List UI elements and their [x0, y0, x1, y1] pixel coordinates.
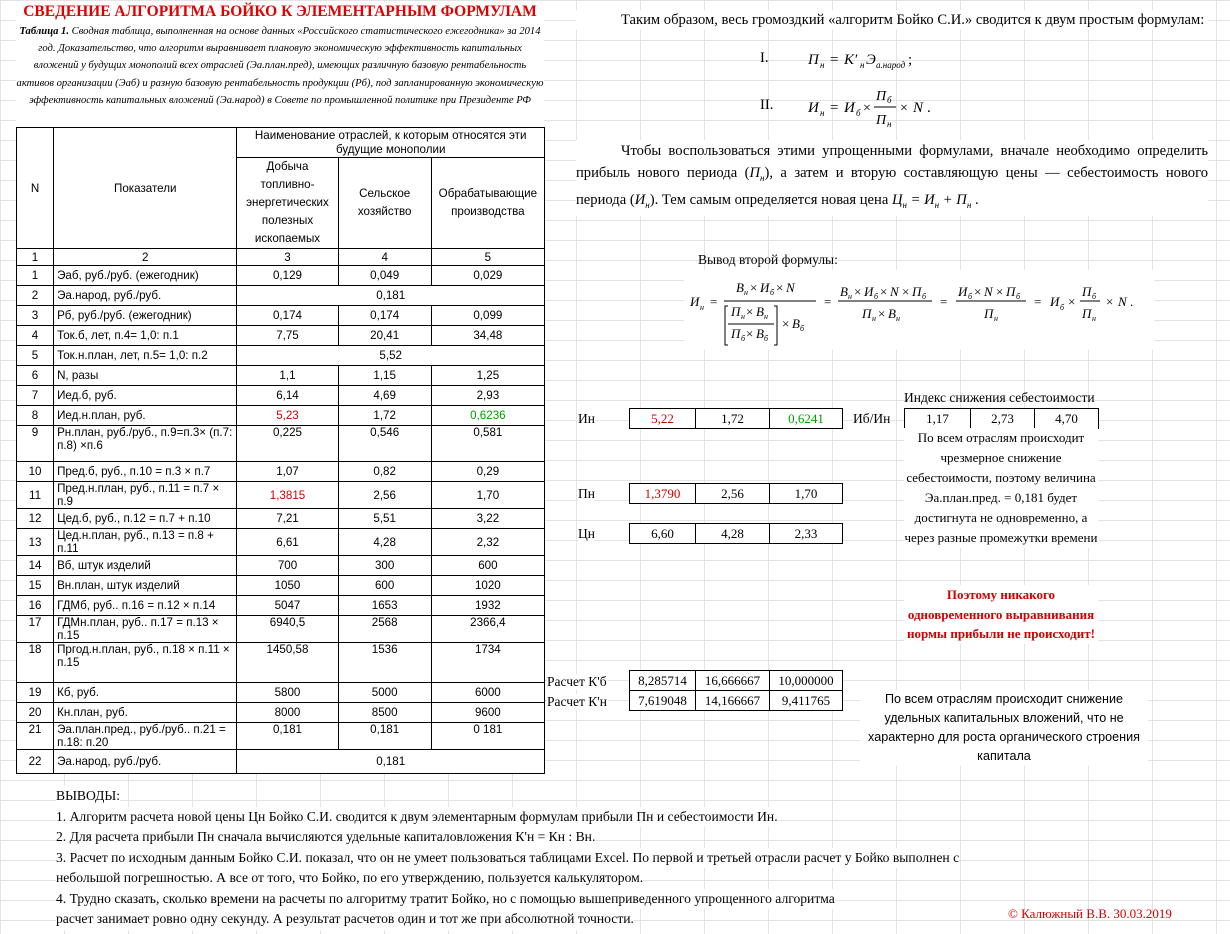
row-number: 15 — [17, 576, 54, 596]
row-number: 1 — [17, 266, 54, 286]
table-row — [17, 482, 545, 509]
svg-text:П: П — [1082, 284, 1092, 299]
svg-text:П: П — [912, 284, 922, 299]
in-value: 1,72 — [696, 409, 770, 429]
kb-label: Расчет К'б — [547, 674, 607, 689]
row-value: 700 — [237, 556, 338, 576]
para2-part1: Чтобы воспользоваться этими упрощенными формулами, вначале необходимо определить прибыль нового периода ( — [576, 143, 1208, 181]
svg-text:В: В — [756, 326, 764, 341]
kb-table — [629, 670, 843, 691]
row-number: 16 — [17, 596, 54, 616]
row-value: 0,049 — [338, 266, 431, 286]
svg-text:N: N — [1118, 294, 1127, 309]
kn-label: Расчет К'н — [547, 694, 607, 709]
row-value: 7,21 — [237, 509, 338, 529]
derivation-title: Вывод второй формулы: — [698, 252, 838, 267]
index-value: 4,70 — [1035, 409, 1099, 429]
row-value: 0,225 — [237, 426, 338, 462]
row-number: 5 — [17, 346, 54, 366]
svg-text:=: = — [710, 294, 718, 309]
row-label: ГДМн.план, руб.. п.17 = п.13 × п.15 — [54, 616, 237, 643]
svg-text:П: П — [1006, 284, 1016, 299]
row-value: 8000 — [237, 703, 338, 723]
formula-1 — [800, 44, 920, 72]
svg-text:н: н — [994, 314, 998, 323]
svg-text:н: н — [700, 303, 704, 312]
svg-text:б: б — [856, 108, 861, 118]
svg-text:н: н — [741, 312, 745, 321]
row-value: 1,25 — [431, 366, 544, 386]
svg-text:В: В — [736, 280, 744, 295]
note-conclusion-red: Поэтому никакого одновременного выравнивания нормы прибыли не происходит! — [904, 585, 1098, 644]
table-row — [17, 509, 545, 529]
row-value: 0,099 — [431, 306, 544, 326]
row-value: 5047 — [237, 596, 338, 616]
row-number: 17 — [17, 616, 54, 643]
row-label: Ток.н.план, лет, п.5= 1,0: п.2 — [54, 346, 237, 366]
row-number: 13 — [17, 529, 54, 556]
svg-text:×: × — [746, 326, 754, 341]
kn-value: 14,166667 — [696, 691, 770, 711]
row-label: Пргод.н.план, руб., п.18 × п.11 × п.15 — [54, 643, 237, 683]
numbering-cell: 1 — [17, 249, 54, 266]
table-row — [17, 616, 545, 643]
table-row — [17, 426, 545, 462]
in-table — [629, 408, 843, 429]
svg-text:×: × — [900, 101, 908, 116]
svg-text:н: н — [764, 312, 768, 321]
numbering-cell: 5 — [431, 249, 544, 266]
index-value: 1,17 — [905, 409, 971, 429]
svg-text:б: б — [741, 334, 746, 343]
svg-text:П: П — [876, 113, 887, 128]
table-row — [17, 643, 545, 683]
svg-text:.: . — [927, 100, 931, 116]
row-value: 2568 — [338, 616, 431, 643]
row-label: Рн.план, руб./руб., п.9=п.3× (п.7: п.8) ×п.6 — [54, 426, 237, 462]
header-n: N — [17, 128, 54, 249]
svg-text:а.народ: а.народ — [876, 60, 906, 70]
symbol-pn: $П_н$ — [749, 165, 765, 183]
cn-value: 4,28 — [696, 524, 770, 544]
formula-1-number: I. — [760, 50, 769, 66]
row-number: 20 — [17, 703, 54, 723]
svg-text:н: н — [896, 314, 900, 323]
symbol-in: $И_н$ — [634, 191, 650, 210]
svg-text:н: н — [848, 292, 852, 301]
svg-text:×: × — [996, 284, 1004, 299]
table-row — [17, 703, 545, 723]
row-value: 1734 — [431, 643, 544, 683]
row-number: 7 — [17, 386, 54, 406]
row-value: 1,1 — [237, 366, 338, 386]
svg-text:×: × — [902, 284, 910, 299]
table-row — [17, 750, 545, 774]
row-value: 0,029 — [431, 266, 544, 286]
row-value: 0,174 — [237, 306, 338, 326]
svg-text:б: б — [1092, 292, 1097, 301]
svg-text:б: б — [764, 334, 769, 343]
svg-text:И: И — [690, 294, 700, 309]
header-indicators: Показатели — [54, 128, 237, 249]
row-label: Эа.план.пред., руб./руб.. п.21 = п.18: п.20 — [54, 723, 237, 750]
svg-text:П: П — [876, 89, 887, 104]
row-value: 1,07 — [237, 462, 338, 482]
svg-text:П: П — [984, 306, 994, 321]
row-value: 1,3815 — [237, 482, 338, 509]
row-number: 2 — [17, 286, 54, 306]
row-value: 5000 — [338, 683, 431, 703]
in-value: 5,22 — [630, 409, 696, 429]
row-value: 1050 — [237, 576, 338, 596]
svg-text:N: N — [984, 284, 993, 299]
row-value: 300 — [338, 556, 431, 576]
svg-text:В: В — [888, 306, 896, 321]
svg-text:×: × — [750, 280, 758, 295]
svg-text:В: В — [792, 316, 800, 331]
svg-text:К′: К′ — [844, 52, 858, 68]
svg-text:И: И — [760, 280, 770, 295]
in-label: Ин — [578, 411, 595, 426]
row-value: 0,82 — [338, 462, 431, 482]
row-value: 0,174 — [338, 306, 431, 326]
kb-value: 8,285714 — [630, 671, 696, 691]
row-value: 34,48 — [431, 326, 544, 346]
row-label: Кб, руб. — [54, 683, 237, 703]
conclusions-heading: ВЫВОДЫ: — [56, 786, 120, 807]
row-value: 1,70 — [431, 482, 544, 509]
intro-block — [576, 10, 1208, 30]
row-value: 600 — [431, 556, 544, 576]
row-value: 0 181 — [431, 723, 544, 750]
svg-text:н: н — [872, 314, 876, 323]
table-row — [17, 306, 545, 326]
svg-text:=: = — [824, 294, 832, 309]
table-row — [17, 576, 545, 596]
svg-text:.: . — [1130, 294, 1134, 309]
row-number: 4 — [17, 326, 54, 346]
formula-2 — [800, 84, 940, 130]
svg-text:П: П — [731, 326, 741, 341]
svg-text:н: н — [820, 108, 825, 118]
table-row — [17, 286, 545, 306]
row-label: Кн.план, руб. — [54, 703, 237, 723]
price-formula: $Ц_н = И_н + П_н$ — [891, 191, 972, 210]
row-value: 1653 — [338, 596, 431, 616]
table-row — [17, 556, 545, 576]
conclusion-line: расчет занимает ровно одну секунду. А результат расчетов один и тот же при абсолютной точности. — [56, 909, 634, 930]
row-value: 1450,58 — [237, 643, 338, 683]
row-value: 1,72 — [338, 406, 431, 426]
row-number: 14 — [17, 556, 54, 576]
numbering-cell: 3 — [237, 249, 338, 266]
row-value: 2,32 — [431, 529, 544, 556]
row-value: 5,51 — [338, 509, 431, 529]
row-value: 0,29 — [431, 462, 544, 482]
row-value: 6940,5 — [237, 616, 338, 643]
svg-text:н: н — [744, 288, 748, 297]
row-value: 1932 — [431, 596, 544, 616]
row-value: 6,61 — [237, 529, 338, 556]
svg-text:N: N — [786, 280, 795, 295]
row-label: Цед.б, руб., п.12 = п.7 + п.10 — [54, 509, 237, 529]
row-value-merged: 0,181 — [237, 286, 545, 306]
svg-text:П: П — [862, 306, 872, 321]
header-group: Наименование отраслей, к которым относятся эти будущие монополии — [237, 128, 545, 158]
row-value: 0,581 — [431, 426, 544, 462]
svg-text:×: × — [746, 304, 754, 319]
svg-text:N: N — [913, 100, 924, 116]
conclusion-line: 3. Расчет по исходным данным Бойко С.И. показал, что он не умеет пользоваться таблицами Excel. По первой и третьей отрасли расчет у Бойко выполнен с — [56, 848, 959, 869]
intro-text: Таким образом, весь громоздкий «алгоритм Бойко С.И.» сводится к двум простым формулам: — [621, 12, 1205, 28]
conclusion-line: 2. Для расчета прибыли Пн сначала вычисляются удельные капиталовложения К'н = Кн : Вн. — [56, 827, 595, 848]
svg-text:н: н — [887, 119, 892, 129]
row-label: Ток.б, лет, п.4= 1,0: п.1 — [54, 326, 237, 346]
row-value: 0,181 — [338, 723, 431, 750]
row-value: 4,69 — [338, 386, 431, 406]
pn-value: 1,3790 — [630, 484, 696, 504]
svg-text:И: И — [958, 284, 968, 299]
row-value: 600 — [338, 576, 431, 596]
svg-text:×: × — [776, 280, 784, 295]
cn-value: 6,60 — [630, 524, 696, 544]
row-label: Вб, штук изделий — [54, 556, 237, 576]
svg-text:×: × — [974, 284, 982, 299]
row-value: 6,14 — [237, 386, 338, 406]
row-value: 4,28 — [338, 529, 431, 556]
kn-value: 9,411765 — [770, 691, 843, 711]
row-value: 1,15 — [338, 366, 431, 386]
row-value: 0,129 — [237, 266, 338, 286]
svg-text:;: ; — [908, 52, 913, 68]
svg-text:И: И — [844, 100, 855, 116]
row-label: Вн.план, штук изделий — [54, 576, 237, 596]
caption-text: Сводная таблица, выполненная на основе данных «Российского статистического ежегодника» за 2014 год. Доказательство, что алгоритм выравнивает плановую экономическую эффективность капитальных вложений у будущих монополий всех отраслей (Эа.план.пред), имеющих различную базовую рентабельность активов организации (Эаб) и разную базовую рентабельность продукции (Рб), под запланированную экономическую эффективность капитальных вложений (Эа.народ) в Совете по промышленной политике при Президенте РФ — [16, 26, 544, 106]
svg-text:×: × — [863, 101, 871, 116]
row-label: N, разы — [54, 366, 237, 386]
row-value: 8500 — [338, 703, 431, 723]
row-value: 2366,4 — [431, 616, 544, 643]
row-value: 3,22 — [431, 509, 544, 529]
caption-lead: Таблица 1. — [19, 26, 69, 37]
svg-text:=: = — [830, 100, 839, 116]
svg-text:б: б — [887, 95, 892, 105]
svg-text:н: н — [860, 60, 865, 70]
row-number: 11 — [17, 482, 54, 509]
row-value: 7,75 — [237, 326, 338, 346]
row-value: 0,6236 — [431, 406, 544, 426]
svg-text:б: б — [1016, 292, 1021, 301]
header-col3: Добыча топливно-энергетических полезных ископаемых — [237, 158, 338, 249]
kn-table — [629, 690, 843, 711]
table-row — [17, 346, 545, 366]
table-row — [17, 326, 545, 346]
pn-label: Пн — [578, 486, 595, 501]
row-value: 9600 — [431, 703, 544, 723]
svg-text:×: × — [854, 284, 862, 299]
page-title: СВЕДЕНИЕ АЛГОРИТМА БОЙКО К ЭЛЕМЕНТАРНЫМ ФОРМУЛАМ — [16, 2, 544, 24]
svg-text:П: П — [1082, 306, 1092, 321]
svg-text:Э: Э — [866, 52, 876, 68]
table-row — [17, 266, 545, 286]
row-value: 1536 — [338, 643, 431, 683]
copyright: © Калюжный В.В. 30.03.2019 — [1008, 906, 1172, 921]
index-value: 2,73 — [971, 409, 1035, 429]
row-label: Цед.н.план, руб., п.13 = п.8 + п.11 — [54, 529, 237, 556]
svg-text:И: И — [1050, 294, 1060, 309]
cn-table — [629, 523, 843, 544]
row-number: 19 — [17, 683, 54, 703]
row-label: Эаб, руб./руб. (ежегодник) — [54, 266, 237, 286]
svg-text:×: × — [1106, 294, 1114, 309]
svg-text:н: н — [820, 60, 825, 70]
svg-text:×: × — [782, 316, 790, 331]
svg-text:×: × — [880, 284, 888, 299]
svg-text:н: н — [1092, 314, 1096, 323]
row-value: 0,546 — [338, 426, 431, 462]
svg-text:б: б — [874, 292, 879, 301]
row-value: 0,181 — [237, 723, 338, 750]
in-value: 0,6241 — [770, 409, 843, 429]
row-label: Пред.н.план, руб., п.11 = п.7 × п.9 — [54, 482, 237, 509]
note-cost-reduction: По всем отраслям происходит чрезмерное снижение себестоимости, поэтому величина Эа.план.пред. = 0,181 будет достигнута не одновременно, а через разные промежутки времени — [904, 428, 1098, 548]
kb-value: 16,666667 — [696, 671, 770, 691]
cn-label: Цн — [578, 526, 595, 541]
row-number: 9 — [17, 426, 54, 462]
row-number: 12 — [17, 509, 54, 529]
row-number: 21 — [17, 723, 54, 750]
kb-value: 10,000000 — [770, 671, 843, 691]
row-number: 8 — [17, 406, 54, 426]
row-value: 2,56 — [338, 482, 431, 509]
pn-value: 1,70 — [770, 484, 843, 504]
svg-text:В: В — [756, 304, 764, 319]
svg-text:×: × — [1068, 294, 1076, 309]
index-title: Индекс снижения себестоимости — [904, 390, 1095, 405]
svg-text:П: П — [731, 304, 741, 319]
svg-text:В: В — [840, 284, 848, 299]
table-row — [17, 596, 545, 616]
svg-text:И: И — [808, 100, 819, 116]
row-value-merged: 0,181 — [237, 750, 545, 774]
svg-text:=: = — [1034, 294, 1042, 309]
row-label: Пред.б, руб., п.10 = п.3 × п.7 — [54, 462, 237, 482]
numbering-cell: 4 — [338, 249, 431, 266]
numbering-cell: 2 — [54, 249, 237, 266]
svg-text:б: б — [1060, 303, 1065, 312]
row-label: Эа.народ, руб./руб. — [54, 286, 237, 306]
note-capital: По всем отраслям происходит снижение удельных капитальных вложений, что не характерно для роста органического строения капитала — [860, 690, 1148, 766]
svg-text:×: × — [878, 306, 886, 321]
para2-part2: ), а затем и вторую составляющую цены — себестоимость нового периода ( — [576, 165, 1208, 208]
row-value: 6000 — [431, 683, 544, 703]
table-row — [17, 406, 545, 426]
para2-part3: ). Тем самым определяется новая цена — [649, 191, 889, 208]
pn-table — [629, 483, 843, 504]
svg-text:б: б — [968, 292, 973, 301]
row-number: 10 — [17, 462, 54, 482]
svg-text:=: = — [940, 294, 948, 309]
row-label: ГДМб, руб.. п.16 = п.12 × п.14 — [54, 596, 237, 616]
table-row — [17, 386, 545, 406]
table-row — [17, 462, 545, 482]
row-number: 18 — [17, 643, 54, 683]
svg-text:=: = — [830, 52, 839, 68]
conclusion-line: 1. Алгоритм расчета новой цены Цн Бойко С.И. сводится к двум элементарным формулам прибыли Пн и себестоимости Ин. — [56, 807, 778, 828]
table-row — [17, 723, 545, 750]
header-col4: Сельское хозяйство — [338, 158, 431, 249]
row-label: Рб, руб./руб. (ежегодник) — [54, 306, 237, 326]
row-label: Иед.б, руб. — [54, 386, 237, 406]
row-number: 3 — [17, 306, 54, 326]
table-row — [17, 529, 545, 556]
row-label: Эа.народ, руб./руб. — [54, 750, 237, 774]
paragraph-2: Чтобы воспользоваться этими упрощенными формулами, вначале необходимо определить прибыль нового периода $(П_н)$, а затем и вторую составляющую цены — себестоимость нового периода $(И_н)$. Тем самым определяется новая цена $Ц_н = И_н + П_н$ . — [576, 140, 1208, 216]
conclusion-line: 4. Трудно сказать, сколько времени на расчеты по алгоритму тратит Бойко, но с помощью вышеприведенного упрощенного алгоритма — [56, 889, 835, 910]
svg-text:И: И — [864, 284, 874, 299]
conclusion-line: небольшой погрешностью. А все от того, что Бойко, по его утверждению, пользуется калькулятором. — [56, 868, 643, 889]
derivation-formula — [684, 270, 1154, 350]
table-row — [17, 366, 545, 386]
svg-text:N: N — [890, 284, 899, 299]
row-number: 6 — [17, 366, 54, 386]
row-value: 5,23 — [237, 406, 338, 426]
row-value-merged: 5,52 — [237, 346, 545, 366]
row-value: 20,41 — [338, 326, 431, 346]
svg-text:П: П — [808, 52, 819, 68]
index-label: Иб/Ин — [853, 411, 891, 426]
formula-2-number: II. — [760, 97, 774, 113]
index-table — [904, 408, 1099, 429]
svg-text:б: б — [770, 288, 775, 297]
row-number: 22 — [17, 750, 54, 774]
row-label: Иед.н.план, руб. — [54, 406, 237, 426]
table-caption — [16, 23, 544, 127]
header-col5: Обрабатывающие производства — [431, 158, 544, 249]
table-row — [17, 683, 545, 703]
row-value: 2,93 — [431, 386, 544, 406]
svg-text:б: б — [800, 324, 805, 333]
pn-value: 2,56 — [696, 484, 770, 504]
svg-text:б: б — [922, 292, 927, 301]
kn-value: 7,619048 — [630, 691, 696, 711]
row-value: 5800 — [237, 683, 338, 703]
cn-value: 2,33 — [770, 524, 843, 544]
summary-table — [16, 127, 545, 774]
row-value: 1020 — [431, 576, 544, 596]
